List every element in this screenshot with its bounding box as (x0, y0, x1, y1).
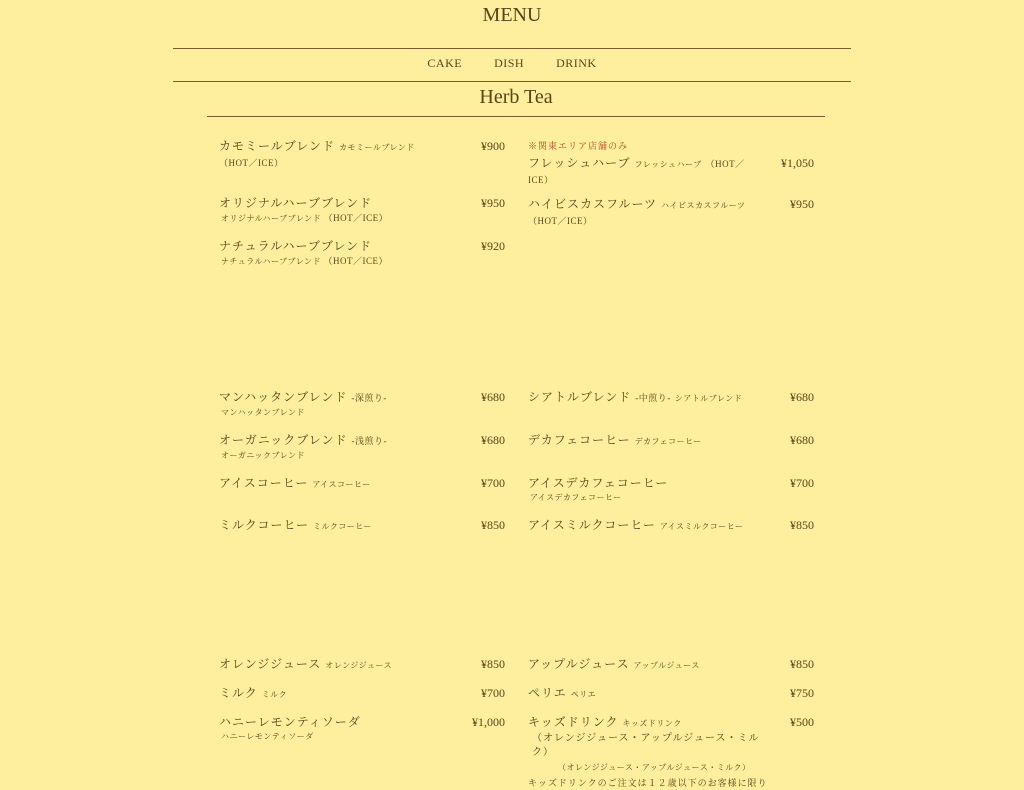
item-kana: ハニーレモンティソーダ (221, 732, 314, 741)
item-kana: アップルジュース (633, 661, 700, 670)
menu-item (528, 715, 818, 790)
menu-item (528, 139, 818, 187)
item-name: シアトルブレンド (528, 390, 632, 404)
item-option: （HOT／ICE） (323, 256, 389, 266)
menu-item (528, 476, 818, 505)
menu-item (528, 197, 818, 228)
item-kana: オレンジジュース (325, 661, 393, 670)
item-name: ハイビスカスフルーツ (528, 197, 658, 211)
menu-item (219, 433, 509, 463)
item-option: （HOT／ICE） (528, 216, 593, 226)
item-option: （HOT／ICE） (528, 159, 745, 185)
item-price: ¥680 (790, 433, 814, 447)
nav-bottom-divider (173, 81, 851, 82)
item-price: ¥950 (790, 197, 814, 211)
item-price: ¥900 (481, 139, 505, 153)
item-price: ¥500 (790, 715, 814, 729)
menu-item (219, 390, 509, 420)
item-kana: アイスミルクコーヒー (659, 522, 744, 531)
item-description: （オレンジジュース・アップルジュース・ミルク） (532, 733, 760, 758)
item-name: マンハッタンブレンド (219, 390, 348, 404)
menu-item (528, 390, 818, 406)
item-kana: カモミールブレンド (338, 143, 415, 152)
nav-cake-link[interactable]: CAKE (427, 56, 463, 70)
menu-item (219, 139, 509, 170)
item-name: カモミールブレンド (219, 139, 335, 153)
item-price: ¥1,000 (472, 715, 505, 729)
item-name: ミルクコーヒー (219, 518, 310, 532)
item-note: ※関東エリア店舗のみ (528, 141, 629, 151)
item-option: （HOT／ICE） (323, 213, 389, 223)
item-name: デカフェコーヒー (528, 433, 631, 447)
nav-dish-link[interactable]: DISH (494, 56, 525, 70)
section-divider (207, 116, 825, 117)
item-kana: アイスコーヒー (312, 480, 371, 489)
item-kana: アイスデカフェコーヒー (530, 493, 622, 502)
item-price: ¥850 (790, 518, 814, 532)
item-kana: オリジナルハーブブレンド (221, 214, 322, 223)
item-name: ナチュラルハーブブレンド (219, 239, 373, 253)
item-kana: オーガニックブレンド (221, 451, 305, 460)
menu-item (528, 433, 818, 449)
menu-item (219, 518, 509, 534)
item-kana: ナチュラルハーブブレンド (221, 257, 322, 266)
item-kana: ミルク (261, 690, 288, 699)
item-name: アイスミルクコーヒー (528, 518, 656, 532)
menu-item (219, 476, 509, 492)
item-roast: -浅煎り- (351, 436, 388, 446)
menu-item (219, 686, 509, 702)
item-kana: シアトルブレンド (674, 394, 743, 403)
item-price: ¥850 (790, 657, 814, 671)
item-price: ¥950 (481, 196, 505, 210)
menu-item (219, 657, 509, 673)
item-name: アップルジュース (528, 657, 630, 671)
item-price: ¥700 (790, 476, 814, 490)
item-price: ¥700 (481, 686, 505, 700)
item-name: アイスコーヒー (219, 476, 309, 490)
item-price: ¥700 (481, 476, 505, 490)
nav-top-divider (173, 48, 851, 49)
item-kana: ペリエ (570, 690, 597, 699)
page-title: MENU (482, 4, 542, 26)
item-kana: デカフェコーヒー (634, 437, 702, 446)
item-kana: フレッシュハーブ (634, 160, 702, 169)
item-price: ¥850 (481, 518, 505, 532)
item-name: ミルク (219, 686, 258, 700)
item-price: ¥680 (481, 390, 505, 404)
item-name: キッズドリンク (528, 715, 619, 729)
item-note: キッズドリンクのご注文は１２歳以下のお客様に限り (528, 778, 768, 788)
item-roast: -深煎り- (351, 393, 387, 403)
item-name: オーガニックブレンド (219, 433, 348, 447)
item-price: ¥680 (481, 433, 505, 447)
item-option: （HOT／ICE） (219, 158, 284, 168)
item-price: ¥920 (481, 239, 505, 253)
item-kana: マンハッタンブレンド (221, 408, 305, 417)
item-roast: -中煎り- (635, 393, 671, 403)
item-name: ハニーレモンティソーダ (219, 715, 361, 729)
menu-item (528, 657, 818, 673)
item-kana: ミルクコーヒー (313, 522, 372, 531)
item-price: ¥1,050 (781, 156, 814, 170)
item-price: ¥850 (481, 657, 505, 671)
nav-drink-link[interactable]: DRINK (556, 56, 597, 70)
menu-item (528, 686, 818, 702)
item-description-kana: （オレンジジュース・アップルジュース・ミルク） (558, 763, 751, 772)
item-price: ¥680 (790, 390, 814, 404)
item-kana: ハイビスカスフルーツ (661, 201, 746, 210)
category-nav (173, 56, 851, 74)
item-kana: キッズドリンク (622, 719, 682, 728)
item-name: アイスデカフェコーヒー (528, 476, 669, 490)
menu-item (219, 239, 509, 269)
menu-item (528, 518, 818, 534)
item-name: オリジナルハーブブレンド (219, 196, 373, 210)
item-name: フレッシュハーブ (528, 156, 631, 170)
section-title-herb-tea: Herb Tea (479, 86, 553, 108)
menu-item (219, 196, 509, 226)
item-name: オレンジジュース (219, 657, 322, 671)
item-name: ペリエ (528, 686, 567, 700)
menu-item (219, 715, 509, 744)
item-price: ¥750 (790, 686, 814, 700)
